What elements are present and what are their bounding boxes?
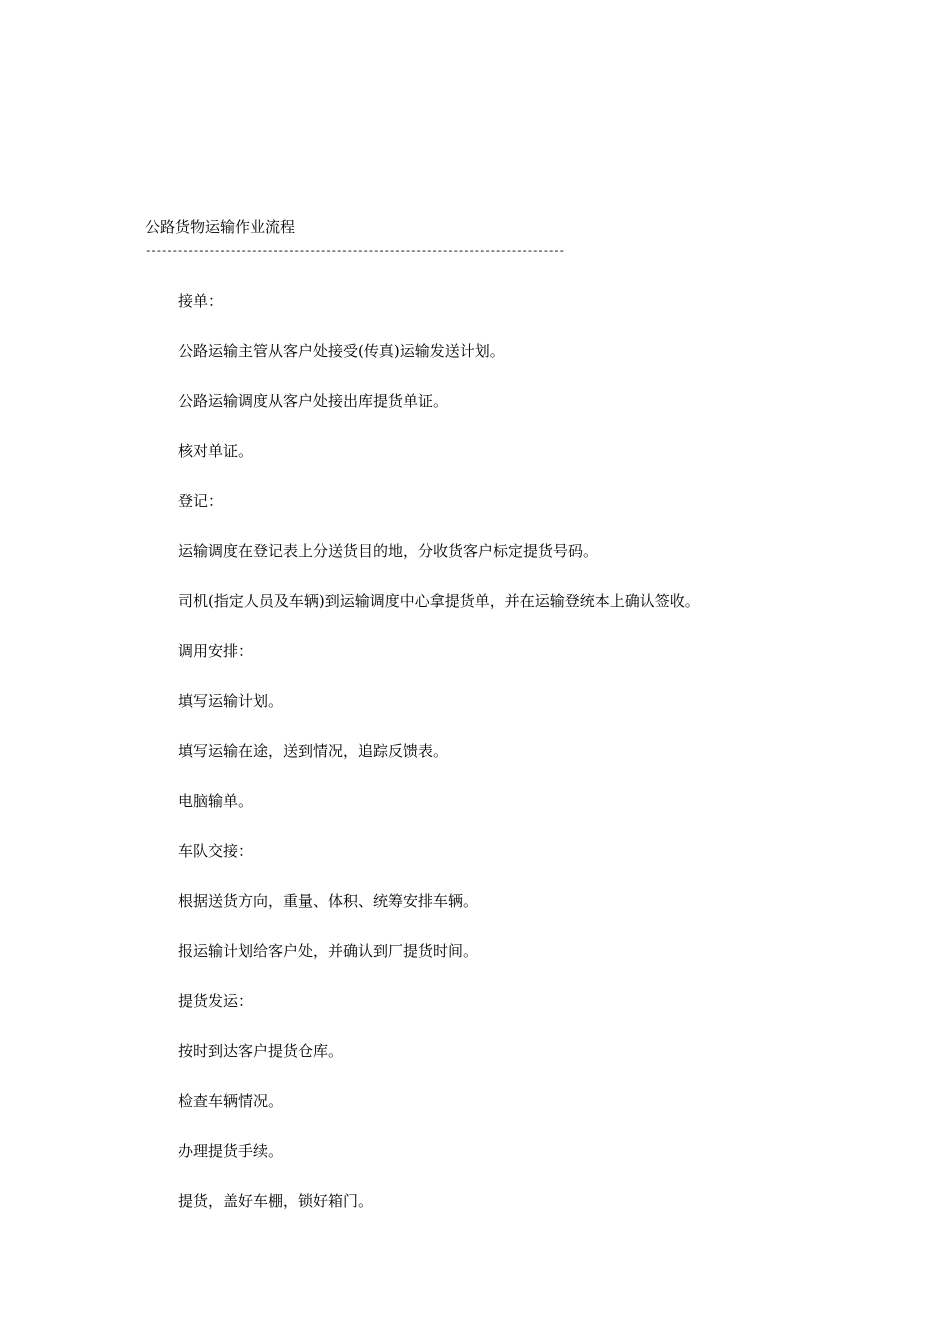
process-steps (178, 291, 700, 1241)
paragraph-line: 填写运输在途，送到情况，追踪反馈表。 (178, 742, 449, 760)
paragraph-line: 运输调度在登记表上分送货目的地，分收货客户标定提货号码。 (178, 542, 599, 560)
paragraph-line: 公路运输主管从客户处接受(传真)运输发送计划。 (178, 342, 505, 360)
paragraph-line: 电脑输单。 (178, 792, 254, 810)
paragraph-line: 填写运输计划。 (178, 692, 284, 710)
paragraph-line: 提货，盖好车棚，锁好箱门。 (178, 1192, 374, 1210)
paragraph-line: 根据送货方向，重量、体积、统筹安排车辆。 (178, 892, 479, 910)
title-divider: ------------------------------------------------------------------------------- (145, 246, 564, 258)
section-heading-order-receipt: 接单： (178, 292, 224, 310)
paragraph-line: 报运输计划给客户处，并确认到厂提货时间。 (178, 942, 479, 960)
paragraph-line: 公路运输调度从客户处接出库提货单证。 (178, 392, 449, 410)
paragraph-line: 司机(指定人员及车辆)到运输调度中心拿提货单，并在运输登统本上确认签收。 (178, 592, 700, 610)
section-heading-pickup-dispatch: 提货发运： (178, 992, 254, 1010)
paragraph-line: 核对单证。 (178, 442, 254, 460)
paragraph-line: 检查车辆情况。 (178, 1092, 284, 1110)
paragraph-line: 办理提货手续。 (178, 1142, 284, 1160)
section-heading-registration: 登记： (178, 492, 224, 510)
section-heading-fleet-handover: 车队交接： (178, 842, 254, 860)
section-heading-scheduling: 调用安排： (178, 642, 254, 660)
paragraph-line: 按时到达客户提货仓库。 (178, 1042, 344, 1060)
document-title: 公路货物运输作业流程 (145, 218, 296, 236)
